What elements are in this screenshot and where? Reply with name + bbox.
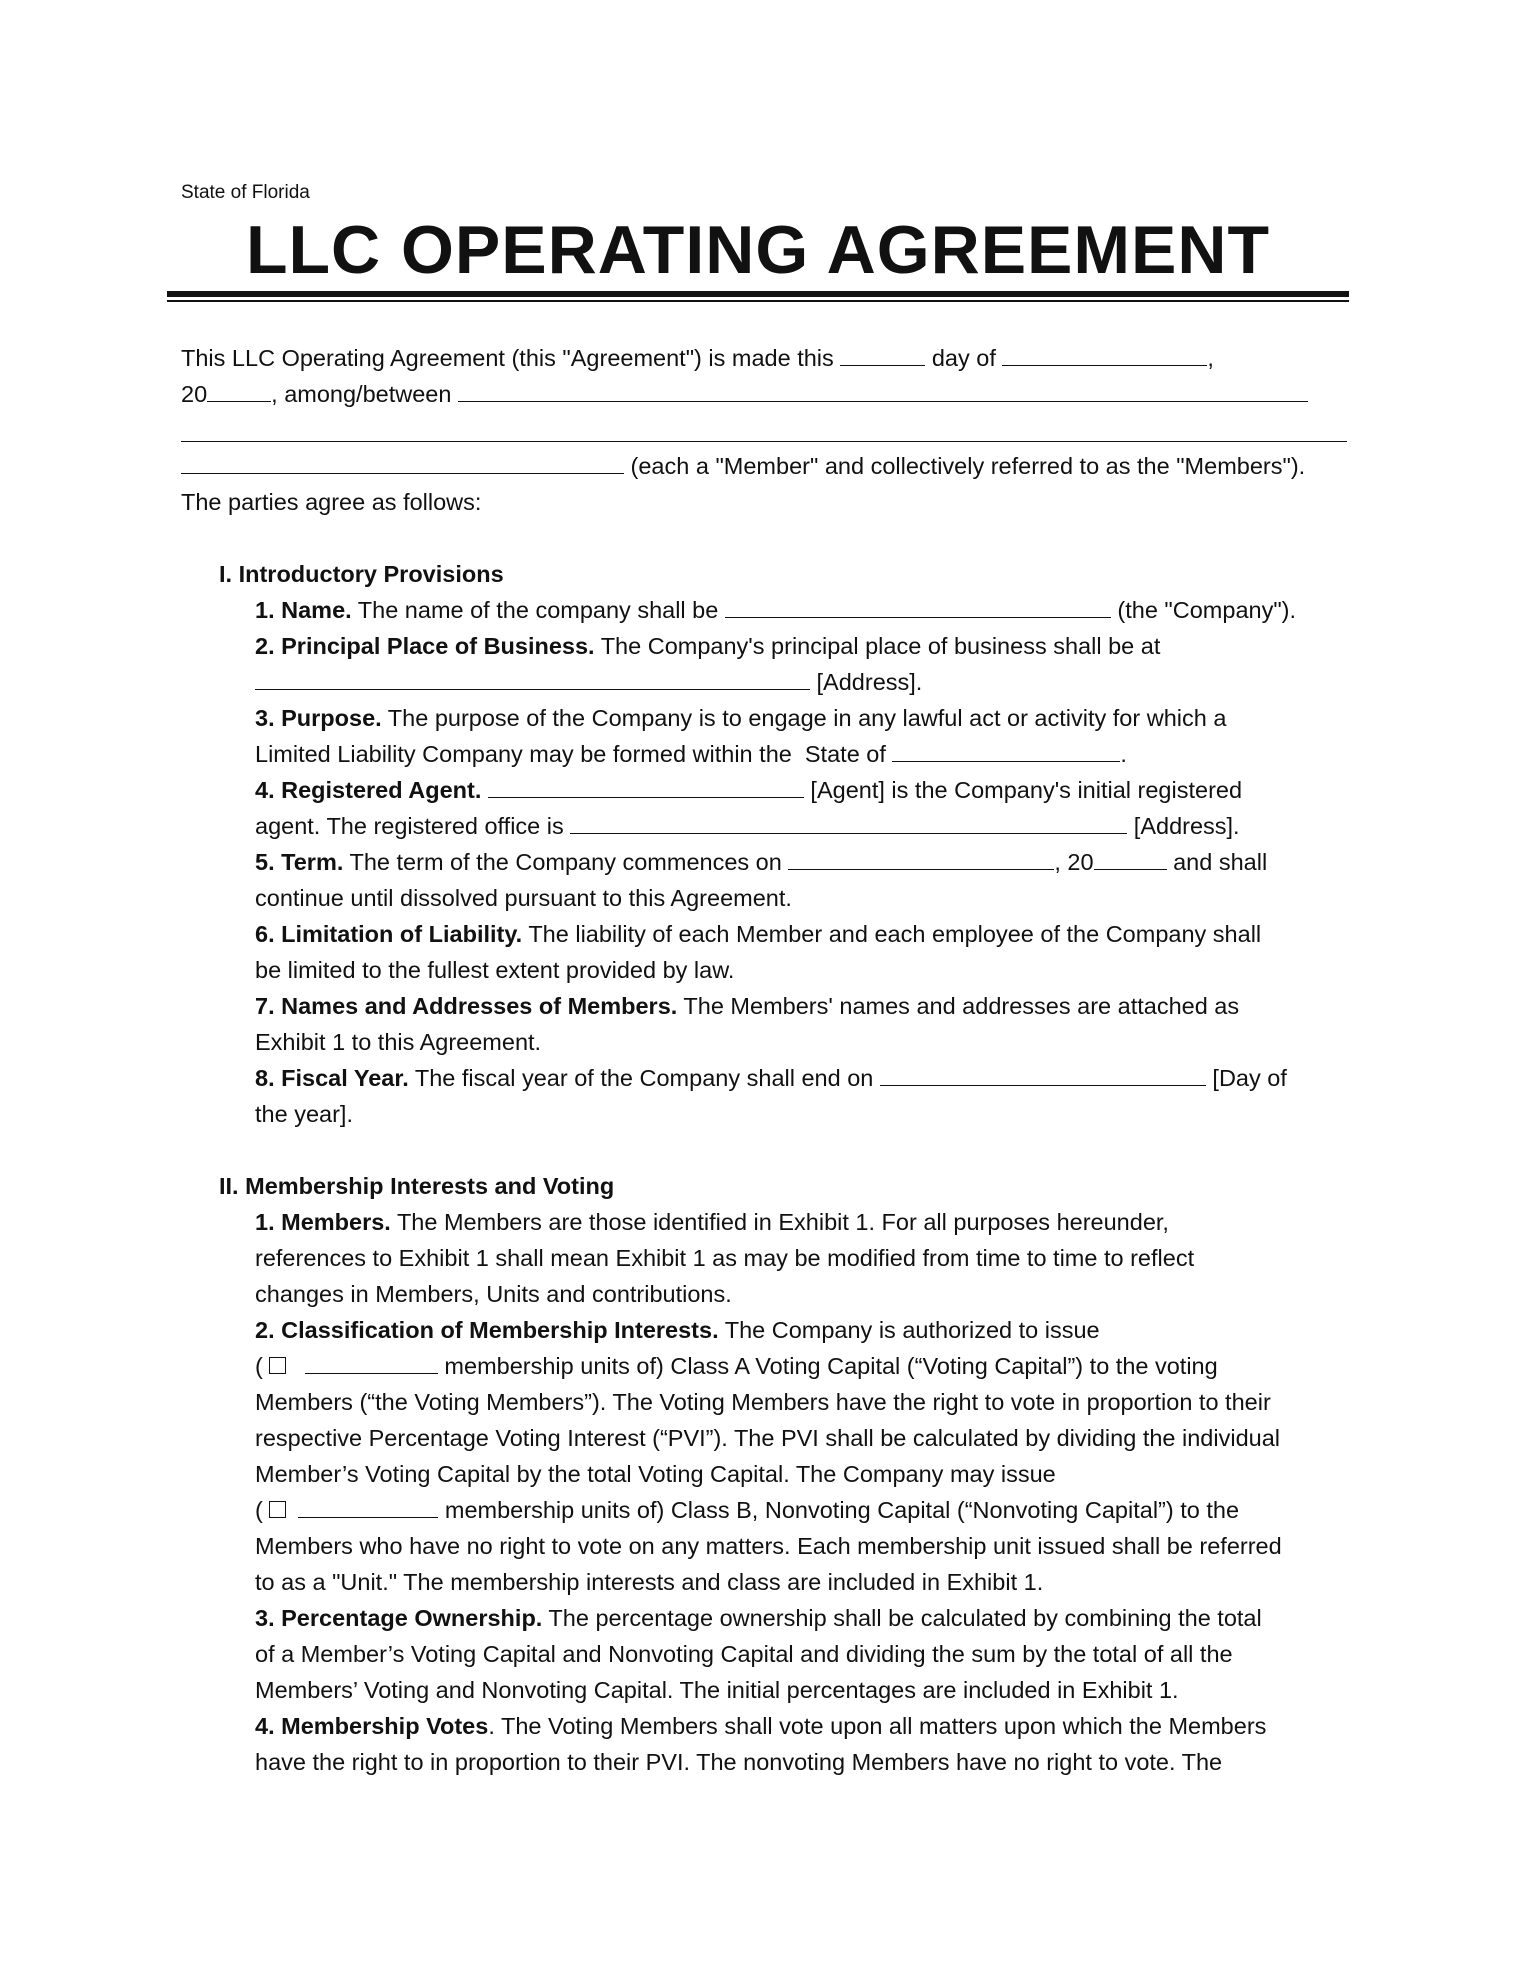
clause-1-2-cont: [Address]. xyxy=(255,664,922,700)
class-a-checkbox[interactable] xyxy=(269,1357,286,1374)
clause-2-1: 1. Members. The Members are those identified in Exhibit 1. For all purposes hereunder, xyxy=(255,1209,1169,1235)
state-blank[interactable] xyxy=(892,741,1120,762)
clause-1-6: 6. Limitation of Liability. The liability of each Member and each employee of the Company shall xyxy=(255,921,1262,947)
fiscal-year-end-blank[interactable] xyxy=(880,1065,1206,1086)
preamble-line-5: The parties agree as follows: xyxy=(181,489,482,515)
parties-blank-2[interactable] xyxy=(181,441,1347,442)
clause-1-5-cont: continue until dissolved pursuant to this Agreement. xyxy=(255,885,792,911)
class-b-units-blank[interactable] xyxy=(298,1497,438,1518)
clause-2-2-cont-e: Member’s Voting Capital by the total Voting Capital. The Company may issue xyxy=(255,1461,1056,1487)
parties-blank-3[interactable] xyxy=(181,453,624,474)
clause-1-5: 5. Term. The term of the Company commences on , 20 and shall xyxy=(255,849,1268,875)
title-rule-thin xyxy=(167,300,1349,302)
clause-1-7: 7. Names and Addresses of Members. The Members' names and addresses are attached as xyxy=(255,993,1240,1019)
clause-1-2: 2. Principal Place of Business. The Company's principal place of business shall be at xyxy=(255,633,1161,659)
class-a-units-blank[interactable] xyxy=(305,1353,438,1374)
registered-office-blank[interactable] xyxy=(570,813,1127,834)
section-2-heading: II. Membership Interests and Voting xyxy=(219,1173,615,1199)
clause-2-2: 2. Classification of Membership Interests. The Company is authorized to issue xyxy=(255,1317,1100,1343)
clause-1-7-cont: Exhibit 1 to this Agreement. xyxy=(255,1029,542,1055)
clause-1-8-cont: the year]. xyxy=(255,1101,353,1127)
clause-2-3: 3. Percentage Ownership. The percentage ownership shall be calculated by combining the total xyxy=(255,1605,1262,1631)
clause-2-1-cont-b: changes in Members, Units and contributions. xyxy=(255,1281,732,1307)
state-label: State of Florida xyxy=(181,182,310,203)
clause-2-1-cont-a: references to Exhibit 1 shall mean Exhibit 1 as may be modified from time to time to reflect xyxy=(255,1245,1195,1271)
parties-blank-1[interactable] xyxy=(458,381,1308,402)
clause-1-3-cont: Limited Liability Company may be formed within the State of . xyxy=(255,741,1127,767)
company-name-blank[interactable] xyxy=(725,597,1111,618)
principal-address-blank[interactable] xyxy=(255,669,810,690)
month-blank[interactable] xyxy=(1002,345,1207,366)
clause-2-2-cont-c: Members (“the Voting Members”). The Voting Members have the right to vote in proportion to their xyxy=(255,1389,1271,1415)
day-blank[interactable] xyxy=(840,345,925,366)
clause-2-2-class-b: ( membership units of) Class B, Nonvoting Capital (“Nonvoting Capital”) to the xyxy=(255,1497,1240,1523)
preamble-line-1: This LLC Operating Agreement (this "Agreement") is made this day of , xyxy=(181,345,1214,371)
clause-1-1: 1. Name. The name of the company shall be (the "Company"). xyxy=(255,597,1297,623)
clause-2-2-class-a: ( membership units of) Class A Voting Capital (“Voting Capital”) to the voting xyxy=(255,1353,1218,1379)
clause-2-3-cont-a: of a Member’s Voting Capital and Nonvoting Capital and dividing the sum by the total of all the xyxy=(255,1641,1233,1667)
clause-1-6-cont: be limited to the fullest extent provided by law. xyxy=(255,957,735,983)
clause-2-4: 4. Membership Votes. The Voting Members shall vote upon all matters upon which the Members xyxy=(255,1713,1267,1739)
year-blank[interactable] xyxy=(207,381,271,402)
document-title: LLC OPERATING AGREEMENT xyxy=(245,212,1271,288)
clause-1-4-cont: agent. The registered office is [Address]. xyxy=(255,813,1240,839)
agent-blank[interactable] xyxy=(488,777,804,798)
term-year-blank[interactable] xyxy=(1094,849,1167,870)
clause-1-8: 8. Fiscal Year. The fiscal year of the Company shall end on [Day of xyxy=(255,1065,1287,1091)
clause-2-2-cont-g: Members who have no right to vote on any matters. Each membership unit issued shall be referred xyxy=(255,1533,1282,1559)
clause-2-2-cont-h: to as a "Unit." The membership interests and class are included in Exhibit 1. xyxy=(255,1569,1044,1595)
clause-2-3-cont-b: Members’ Voting and Nonvoting Capital. The initial percentages are included in Exhibit 1. xyxy=(255,1677,1179,1703)
title-rule-thick xyxy=(167,291,1349,297)
term-date-blank[interactable] xyxy=(788,849,1054,870)
clause-1-4: 4. Registered Agent. [Agent] is the Company's initial registered xyxy=(255,777,1243,803)
preamble-line-4: (each a "Member" and collectively referred to as the "Members"). xyxy=(181,448,1305,484)
class-b-checkbox[interactable] xyxy=(269,1501,286,1518)
section-1-heading: I. Introductory Provisions xyxy=(219,561,504,587)
clause-1-3: 3. Purpose. The purpose of the Company is to engage in any lawful act or activity for which a xyxy=(255,705,1227,731)
clause-2-2-cont-d: respective Percentage Voting Interest (“PVI”). The PVI shall be calculated by dividing the individual xyxy=(255,1425,1280,1451)
preamble-line-2: 20 , among/between xyxy=(181,376,1308,412)
clause-2-4-cont: have the right to in proportion to their PVI. The nonvoting Members have no right to vote. The xyxy=(255,1749,1223,1775)
